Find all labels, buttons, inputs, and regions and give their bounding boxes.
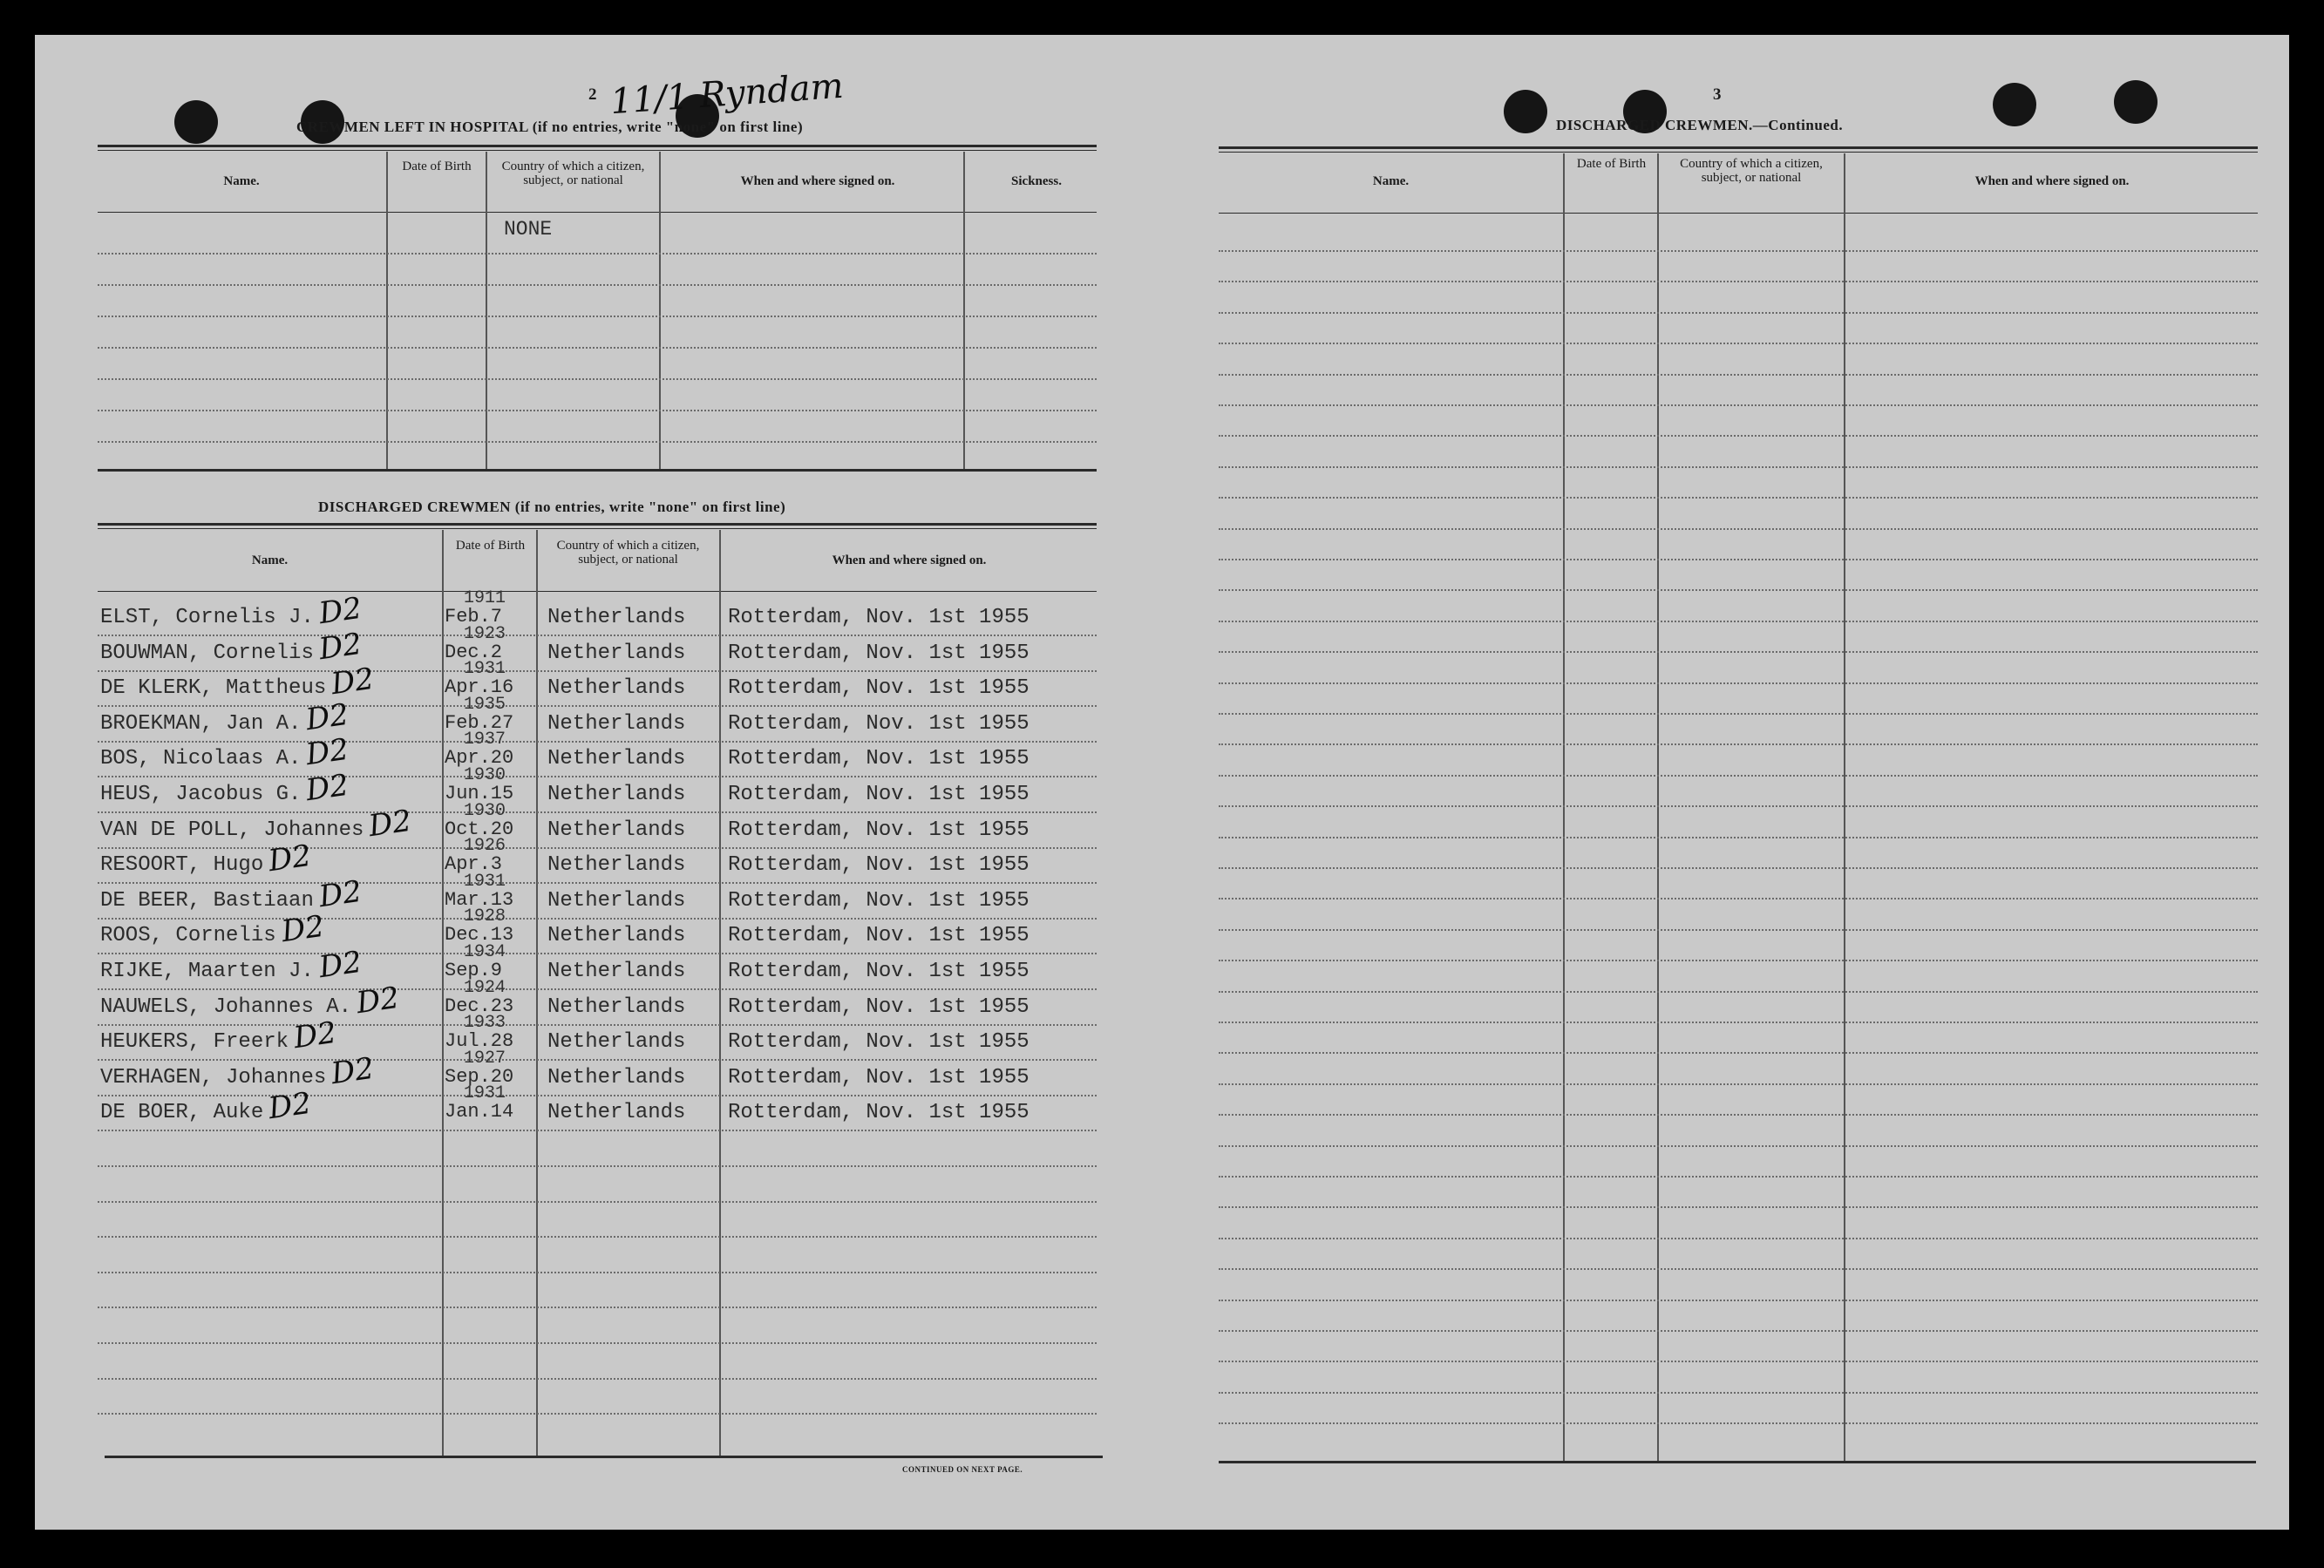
handwritten-mark: D2: [266, 1086, 314, 1127]
entry-line: [98, 705, 1097, 707]
crew-signed-on: Rotterdam, Nov. 1st 1955: [728, 853, 1029, 878]
crew-country: Netherlands: [547, 853, 686, 878]
entry-line: [1219, 837, 2258, 838]
crew-signed-on: Rotterdam, Nov. 1st 1955: [728, 924, 1029, 948]
birth-date: Apr.16: [445, 676, 514, 699]
handwritten-mark: D2: [316, 590, 364, 632]
col-header-signed: When and where signed on.: [740, 174, 895, 188]
entry-line: [98, 847, 1097, 849]
crew-signed-on: Rotterdam, Nov. 1st 1955: [728, 1030, 1029, 1055]
page-number-left: 2: [588, 85, 597, 104]
entry-line: [98, 1095, 1097, 1096]
entry-line: [1219, 1392, 2258, 1394]
hospital-section-title: CREWMEN LEFT IN HOSPITAL (if no entries, write "none" on first line): [296, 119, 804, 135]
birth-year: 1924: [464, 977, 506, 998]
crew-country: Netherlands: [547, 676, 686, 701]
rule: [98, 528, 1097, 529]
col-header-dob: Date of Birth: [1576, 157, 1647, 171]
birth-date: Dec.23: [445, 994, 514, 1017]
crew-signed-on: Rotterdam, Nov. 1st 1955: [728, 783, 1029, 806]
col-header-dob: Date of Birth: [455, 539, 526, 553]
crew-country: Netherlands: [547, 1101, 686, 1125]
entry-line: [1219, 991, 2258, 993]
birth-date: Oct.20: [445, 818, 514, 840]
crew-signed-on: Rotterdam, Nov. 1st 1955: [728, 960, 1029, 983]
crew-signed-on: Rotterdam, Nov. 1st 1955: [728, 606, 1029, 629]
entry-line: [1219, 1083, 2258, 1085]
handwritten-mark: D2: [316, 873, 364, 915]
birth-year: 1923: [464, 623, 506, 644]
entry-line: [1219, 1206, 2258, 1208]
rule: [1219, 146, 2258, 149]
col-divider: [486, 152, 487, 469]
rule: [105, 1456, 1103, 1458]
entry-line: [1219, 343, 2258, 344]
birth-date: Dec.2: [445, 641, 503, 663]
crew-country: Netherlands: [547, 924, 686, 948]
entry-line: [1219, 682, 2258, 684]
birth-year: 1930: [464, 800, 506, 821]
entry-line: [98, 811, 1097, 813]
birth-year: 1931: [464, 659, 506, 680]
entry-line: [1219, 713, 2258, 715]
entry-line: [98, 1059, 1097, 1061]
entry-line: [98, 635, 1097, 636]
entry-line: [98, 1024, 1097, 1026]
punch-hole: [174, 100, 218, 144]
rule: [1219, 213, 2258, 214]
handwritten-mark: D2: [266, 838, 314, 879]
manifest-sheet: [35, 35, 2289, 1530]
crew-country: Netherlands: [547, 783, 686, 806]
birth-year: 1934: [464, 942, 506, 962]
crew-name: BOUWMAN, Cornelis: [100, 641, 314, 665]
entry-line: [1219, 1422, 2258, 1424]
col-header-country: Country of which a citizen, subject, or national: [501, 160, 645, 187]
entry-line: [98, 1342, 1097, 1344]
entry-line: [98, 284, 1097, 286]
col-divider: [386, 152, 388, 469]
rule: [98, 212, 1097, 213]
birth-date: Dec.13: [445, 924, 514, 947]
crew-name: DE BEER, Bastiaan: [100, 888, 314, 913]
crew-signed-on: Rotterdam, Nov. 1st 1955: [728, 1065, 1029, 1089]
entry-line: [1219, 1114, 2258, 1116]
entry-line: [1219, 898, 2258, 899]
crew-country: Netherlands: [547, 711, 686, 736]
birth-date: Sep.20: [445, 1065, 514, 1088]
entry-line: [98, 1307, 1097, 1308]
crew-country: Netherlands: [547, 888, 686, 913]
handwritten-mark: D2: [303, 732, 351, 773]
entry-line: [1219, 775, 2258, 777]
crew-name: ROOS, Cornelis: [100, 924, 276, 948]
crew-name: RESOORT, Hugo: [100, 853, 264, 878]
entry-line: [98, 1201, 1097, 1203]
handwritten-mark: D2: [329, 661, 377, 703]
crew-signed-on: Rotterdam, Nov. 1st 1955: [728, 818, 1029, 842]
hospital-none-entry: NONE: [504, 218, 553, 241]
entry-line: [98, 347, 1097, 349]
entry-line: [1219, 497, 2258, 499]
crew-name: ELST, Cornelis J.: [100, 606, 314, 629]
crew-name: VERHAGEN, Johannes: [100, 1065, 327, 1089]
birth-year: 1926: [464, 836, 506, 857]
birth-date: Apr.3: [445, 853, 503, 876]
crew-name: DE BOER, Auke: [100, 1101, 264, 1125]
handwritten-mark: D2: [329, 1050, 377, 1092]
entry-line: [98, 882, 1097, 884]
entry-line: [1219, 1330, 2258, 1332]
entry-line: [98, 1378, 1097, 1380]
entry-line: [1219, 1145, 2258, 1147]
handwritten-mark: D2: [366, 803, 414, 844]
crew-signed-on: Rotterdam, Nov. 1st 1955: [728, 888, 1029, 913]
entry-line: [98, 253, 1097, 255]
discharged-section-title: DISCHARGED CREWMEN (if no entries, write "none" on first line): [318, 499, 786, 515]
entry-line: [98, 953, 1097, 954]
birth-date: Jun.15: [445, 783, 514, 804]
entry-line: [98, 1236, 1097, 1238]
continued-note: CONTINUED ON NEXT PAGE.: [902, 1465, 1023, 1474]
punch-hole: [1504, 90, 1547, 133]
col-header-signed: When and where signed on.: [1974, 174, 2130, 188]
entry-line: [98, 316, 1097, 317]
birth-date: Feb.7: [445, 606, 503, 628]
entry-line: [1219, 743, 2258, 745]
handwritten-mark: D2: [303, 767, 351, 809]
rule: [1219, 152, 2258, 153]
birth-date: Apr.20: [445, 747, 514, 770]
rule: [98, 591, 1097, 592]
rule: [98, 145, 1097, 147]
handwritten-mark: D2: [291, 1015, 339, 1056]
col-header-name: Name.: [1372, 174, 1410, 188]
handwritten-mark: D2: [316, 944, 364, 986]
crew-name: DE KLERK, Mattheus: [100, 676, 327, 701]
birth-year: 1931: [464, 1083, 506, 1104]
entry-line: [98, 1130, 1097, 1131]
entry-line: [1219, 281, 2258, 282]
entry-line: [98, 776, 1097, 777]
handwritten-mark: D2: [354, 980, 402, 1021]
rule: [1219, 1461, 2256, 1463]
page-number-right: 3: [1713, 85, 1722, 104]
crew-country: Netherlands: [547, 960, 686, 983]
handwritten-mark: D2: [279, 909, 327, 950]
crew-name: RIJKE, Maarten J.: [100, 960, 314, 983]
handwritten-mark: D2: [303, 696, 351, 738]
entry-line: [1219, 1268, 2258, 1270]
crew-country: Netherlands: [547, 747, 686, 771]
col-divider: [719, 530, 721, 1456]
birth-date: Jul.28: [445, 1030, 514, 1053]
entry-line: [98, 1272, 1097, 1273]
col-header-country: Country of which a citizen, subject, or national: [556, 539, 700, 567]
crew-country: Netherlands: [547, 994, 686, 1019]
col-divider: [659, 152, 661, 469]
entry-line: [1219, 466, 2258, 468]
entry-line: [1219, 929, 2258, 931]
col-divider: [536, 530, 538, 1456]
birth-date: Feb.27: [445, 711, 514, 734]
punch-hole: [2114, 80, 2158, 124]
entry-line: [1219, 250, 2258, 252]
entry-line: [1219, 1052, 2258, 1054]
crew-signed-on: Rotterdam, Nov. 1st 1955: [728, 676, 1029, 701]
birth-year: 1931: [464, 871, 506, 892]
entry-line: [1219, 528, 2258, 530]
col-header-signed: When and where signed on.: [832, 553, 987, 567]
crew-name: BROEKMAN, Jan A.: [100, 711, 302, 736]
entry-line: [98, 741, 1097, 743]
entry-line: [1219, 1300, 2258, 1301]
entry-line: [1219, 559, 2258, 560]
crew-signed-on: Rotterdam, Nov. 1st 1955: [728, 994, 1029, 1019]
entry-line: [1219, 1022, 2258, 1023]
crew-name: NAUWELS, Johannes A.: [100, 994, 352, 1019]
crew-country: Netherlands: [547, 606, 686, 629]
entry-line: [98, 1165, 1097, 1167]
birth-year: 1927: [464, 1048, 506, 1069]
col-divider: [963, 152, 965, 469]
birth-date: Mar.13: [445, 888, 514, 911]
entry-line: [1219, 1176, 2258, 1178]
entry-line: [1219, 805, 2258, 807]
handwritten-mark: D2: [316, 626, 364, 667]
entry-line: [1219, 651, 2258, 653]
entry-line: [98, 378, 1097, 380]
handwritten-note: 11/1 Ryndam: [608, 65, 845, 123]
crew-country: Netherlands: [547, 641, 686, 665]
entry-line: [1219, 1238, 2258, 1239]
entry-line: [98, 410, 1097, 411]
entry-line: [1219, 404, 2258, 406]
col-header-name: Name.: [251, 553, 289, 567]
entry-line: [98, 441, 1097, 443]
col-header-name: Name.: [223, 174, 260, 188]
punch-hole: [1993, 83, 2036, 126]
birth-year: 1928: [464, 906, 506, 927]
entry-line: [1219, 589, 2258, 591]
crew-name: VAN DE POLL, Johannes: [100, 818, 364, 842]
entry-line: [1219, 867, 2258, 869]
right-section-title: DISCHARGED CREWMEN.—Continued.: [1556, 117, 1844, 133]
crew-name: HEUS, Jacobus G.: [100, 783, 302, 806]
entry-line: [1219, 621, 2258, 622]
entry-line: [1219, 312, 2258, 314]
birth-year: 1911: [464, 588, 506, 608]
rule: [98, 469, 1097, 472]
entry-line: [1219, 1361, 2258, 1362]
crew-country: Netherlands: [547, 1065, 686, 1089]
col-header-dob: Date of Birth: [402, 160, 472, 173]
rule: [98, 523, 1097, 526]
birth-date: Sep.9: [445, 960, 503, 981]
crew-country: Netherlands: [547, 1030, 686, 1055]
crew-name: HEUKERS, Freerk: [100, 1030, 289, 1055]
birth-year: 1933: [464, 1013, 506, 1034]
crew-country: Netherlands: [547, 818, 686, 842]
crew-signed-on: Rotterdam, Nov. 1st 1955: [728, 1101, 1029, 1125]
crew-signed-on: Rotterdam, Nov. 1st 1955: [728, 711, 1029, 736]
entry-line: [98, 918, 1097, 920]
col-header-sickness: Sickness.: [1011, 174, 1062, 188]
crew-signed-on: Rotterdam, Nov. 1st 1955: [728, 747, 1029, 771]
col-divider: [442, 530, 444, 1456]
crew-signed-on: Rotterdam, Nov. 1st 1955: [728, 641, 1029, 665]
entry-line: [1219, 435, 2258, 437]
birth-year: 1937: [464, 730, 506, 750]
birth-date: Jan.14: [445, 1101, 514, 1123]
entry-line: [1219, 960, 2258, 961]
rule: [98, 150, 1097, 151]
birth-year: 1930: [464, 765, 506, 785]
entry-line: [98, 988, 1097, 990]
entry-line: [98, 1413, 1097, 1415]
birth-year: 1935: [464, 694, 506, 715]
entry-line: [1219, 374, 2258, 376]
crew-name: BOS, Nicolaas A.: [100, 747, 302, 771]
entry-line: [98, 670, 1097, 672]
col-header-country: Country of which a citizen, subject, or national: [1680, 157, 1823, 185]
